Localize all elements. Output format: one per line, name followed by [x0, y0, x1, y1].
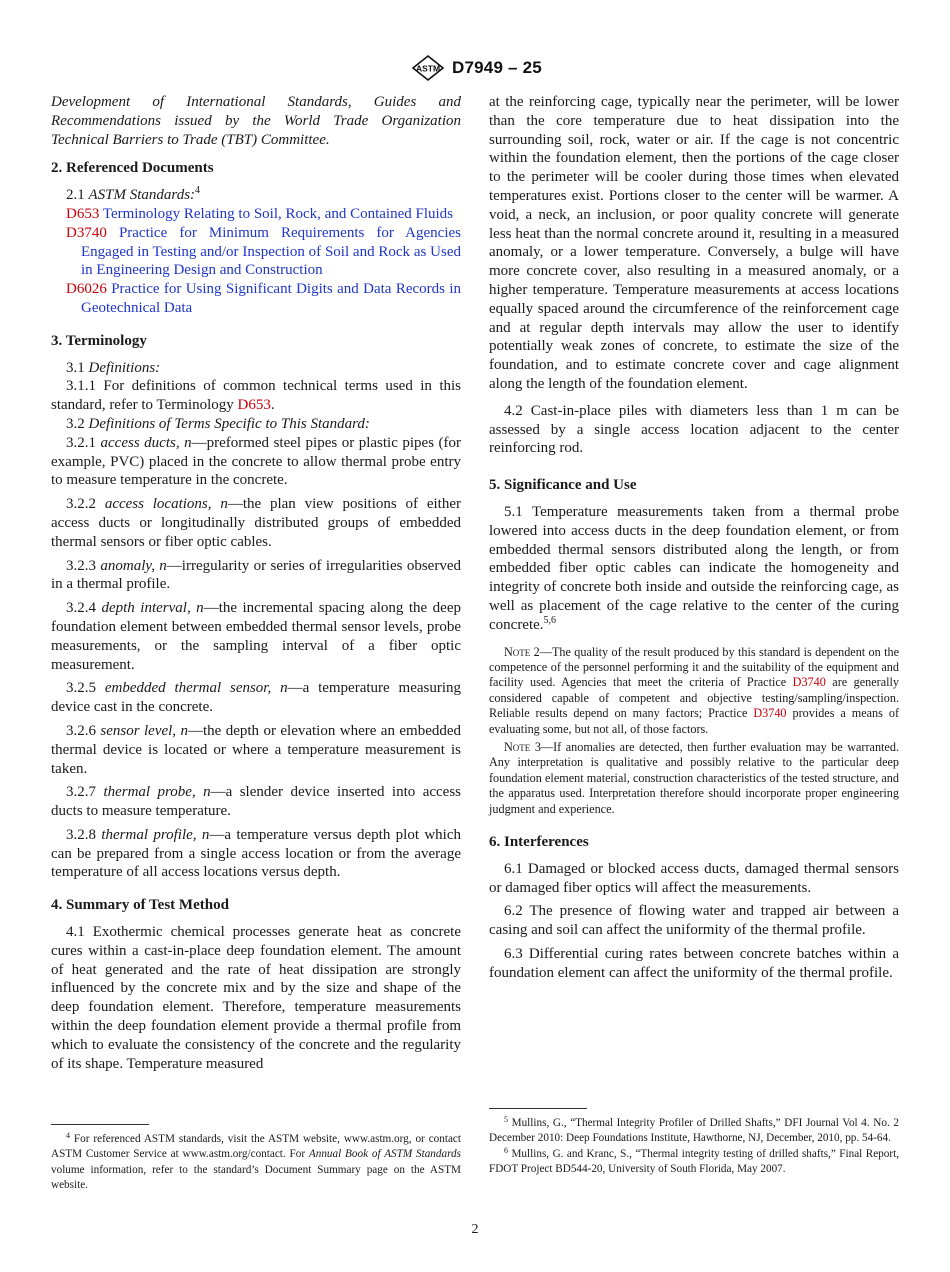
section-3-2: 3.2 Definitions of Terms Specific to This Standard: [66, 415, 370, 432]
section-2-1: 2.1 ASTM Standards:$^4$ [66, 185, 201, 204]
reference-d653[interactable]: D653 Terminology Relating to Soil, Rock, and Contained Fluids [66, 205, 454, 222]
definition-3-2-1: 3.2.1 access ducts, n—preformed steel pipes or plastic pipes (for example, PVC) placed in the concrete to allow thermal probe entry to measure temperature in the concrete. [51, 434, 462, 489]
practice-d3740-link-2[interactable]: D3740 [753, 706, 787, 721]
section-4-1-continued: at the reinforcing cage, typically near the perimeter, will be lower than the core temperature due to heat dissipation into the surrounding soil, rock, water or air. If the cage is not concentric within the foundation element, then the portions of the cage closer to the perimeter will be cooler during those times when elevated temperatures exist. Portions closer to the center will be warmer. A void, a neck, an inclusion, or poor quality concrete will generate less heat than the normal concrete around it, resulting in a measured anomaly, or a lower temperature. Conversely, a bulge will have more concrete cover, also resulting in a measured anomaly, or a higher temperature. Temperature measurements at access locations equally spaced around the circumference of the reinforcement cage and at regular depth intervals may allow the user to identify potentially weak zones of concrete, to estimate the size of the foundation, and to estimate concrete cover and cage alignment along the length of the foundation element. [489, 94, 899, 392]
terminology-d653-link[interactable]: D653 [237, 397, 271, 414]
page-header [0, 54, 950, 84]
practice-d3740-link[interactable]: D3740 [792, 675, 826, 690]
right-footnote-rule [489, 1108, 587, 1109]
definition-3-2-8: 3.2.8 thermal profile, n—a temperature versus depth plot which can be prepared from a single access location or from the average temperature of all access locations versus depth. [51, 826, 461, 881]
reference-d3740[interactable]: D3740 Practice for Minimum Requirements for Agencies Engaged in Testing and/or Inspection of Soil and Rock as Used in Engineering Design and Construction [66, 224, 461, 279]
footnote-5: $^5$ Mullins, G., “Thermal Integrity Profiler of Drilled Shafts,” DFI Journal Vol 4. No. 2 December 2010: Deep Foundations Institute, Hawthorne, NJ, December, 2010, pp. 54-64. [489, 1115, 899, 1145]
section-3-heading: 3. Terminology [51, 332, 147, 349]
astm-logo-icon [409, 54, 447, 82]
definition-3-2-5: 3.2.5 embedded thermal sensor, n—a temperature measuring device cast in the concrete. [51, 680, 462, 716]
section-6-3: 6.3 Differential curing rates between concrete batches within a foundation element can affect the uniformity of the thermal profile. [489, 945, 899, 981]
section-5-1: 5.1 Temperature measurements taken from a thermal probe lowered into access ducts in the deep foundation element, or from embedded thermal sensors distributed along the length, or from embedded fiber optic cables can indicate the homogeneity and integrity of concrete both inside and outside the reinforcing cage, as well as placement of the cage relative to the center of the curing concrete.$^{5,6}$ [489, 503, 899, 633]
section-3-1-1: 3.1.1 For definitions of common technical terms used in this standard, refer to Terminology D653. [51, 378, 461, 414]
definition-3-2-3: 3.2.3 anomaly, n—irregularity or series of irregularities observed in a thermal profile. [51, 557, 461, 593]
note-2: Note 2—The quality of the result produced by this standard is dependent on the competence of the personnel performing it and the suitability of the equipment and facility used. Agencies that meet the criteria of Practice D3740 are generally considered capable of competent and objective testing/sampling/inspection. Reliable results depend on many factors; Practice D3740 provides a means of evaluating some, but not all, of those factors. [489, 644, 900, 736]
page-number: 2 [471, 1222, 479, 1237]
definition-3-2-2: 3.2.2 access locations, n—the plan view positions of either access ducts or longitudinally distributed groups of embedded thermal sensors or fiber optic cables. [51, 496, 461, 550]
intro-text: Development of International Standards, Guides and Recommendations issued by the World Trade Organization Technical Barriers to Trade (TBT) Committee. [51, 94, 461, 148]
definition-3-2-6: 3.2.6 sensor level, n—the depth or elevation where an embedded thermal device is located or where a temperature measurement is taken. [51, 722, 462, 777]
section-3-1: 3.1 Definitions: [66, 359, 161, 376]
left-footnote-rule [51, 1124, 149, 1125]
section-4-1: 4.1 Exothermic chemical processes generate heat as concrete cures within a cast-in-place deep foundation element. The amount of heat generated and the rate of heat dissipation are strongly influenced by the concrete mix and by the size and shape of the deep foundation element. Therefore, temperature measurements within the deep foundation element provide a thermal profile from which to evaluate the consistency of the concrete and the regularity of its shape. Temperature measured [51, 924, 461, 1072]
right-footnotes [489, 1116, 899, 1178]
footnote-4: $^4$ For referenced ASTM standards, visit the ASTM website, www.astm.org, or contact ASTM Customer Service at www.astm.org/contact. For Annual Book of ASTM Standards volume information, refer to the standard’s Document Summary page on the ASTM website. [51, 1131, 461, 1192]
logo-text: ASTM [415, 63, 441, 74]
section-6-2: 6.2 The presence of flowing water and trapped air between a casing and soil can affect the uniformity of the thermal profile. [489, 903, 899, 939]
definition-3-2-4: 3.2.4 depth interval, n—the incremental spacing along the deep foundation element between embedded thermal sensor levels, probe measurements, or the sampling interval of a fiber optic measurement. [51, 600, 461, 673]
left-column [51, 93, 461, 1073]
document-designation: D7949 – 25 [452, 58, 542, 77]
section-6-1: 6.1 Damaged or blocked access ducts, damaged thermal sensors or damaged fiber optics will affect the measurements. [489, 860, 899, 896]
section-6-heading: 6. Interferences [489, 833, 589, 850]
section-2-heading: 2. Referenced Documents [51, 160, 214, 177]
section-5-heading: 5. Significance and Use [489, 477, 637, 494]
right-column [489, 93, 899, 988]
definition-3-2-7: 3.2.7 thermal probe, n—a slender device inserted into access ducts to measure temperature. [51, 784, 461, 820]
note-3: Note 3—If anomalies are detected, then further evaluation may be warranted. Any interpretation is qualitative and possibly relative to the particular deep foundation element material, construction characteristics of the tested structure, and the apparatus used. Interpretation therefore should incorporate proper engineering judgment and experience. [489, 739, 899, 816]
reference-d6026[interactable]: D6026 Practice for Using Significant Digits and Data Records in Geotechnical Data [66, 281, 461, 316]
footnote-6: $^6$ Mullins, G. and Kranc, S., “Thermal integrity testing of drilled shafts,” Final Report, FDOT Project BD544-20, University of South Florida, May 2007. [489, 1145, 900, 1176]
section-4-2: 4.2 Cast-in-place piles with diameters less than 1 m can be assessed by a single access location adjacent to the center reinforcing rod. [489, 402, 899, 457]
left-footnotes [51, 1132, 461, 1194]
section-4-heading: 4. Summary of Test Method [51, 897, 229, 914]
